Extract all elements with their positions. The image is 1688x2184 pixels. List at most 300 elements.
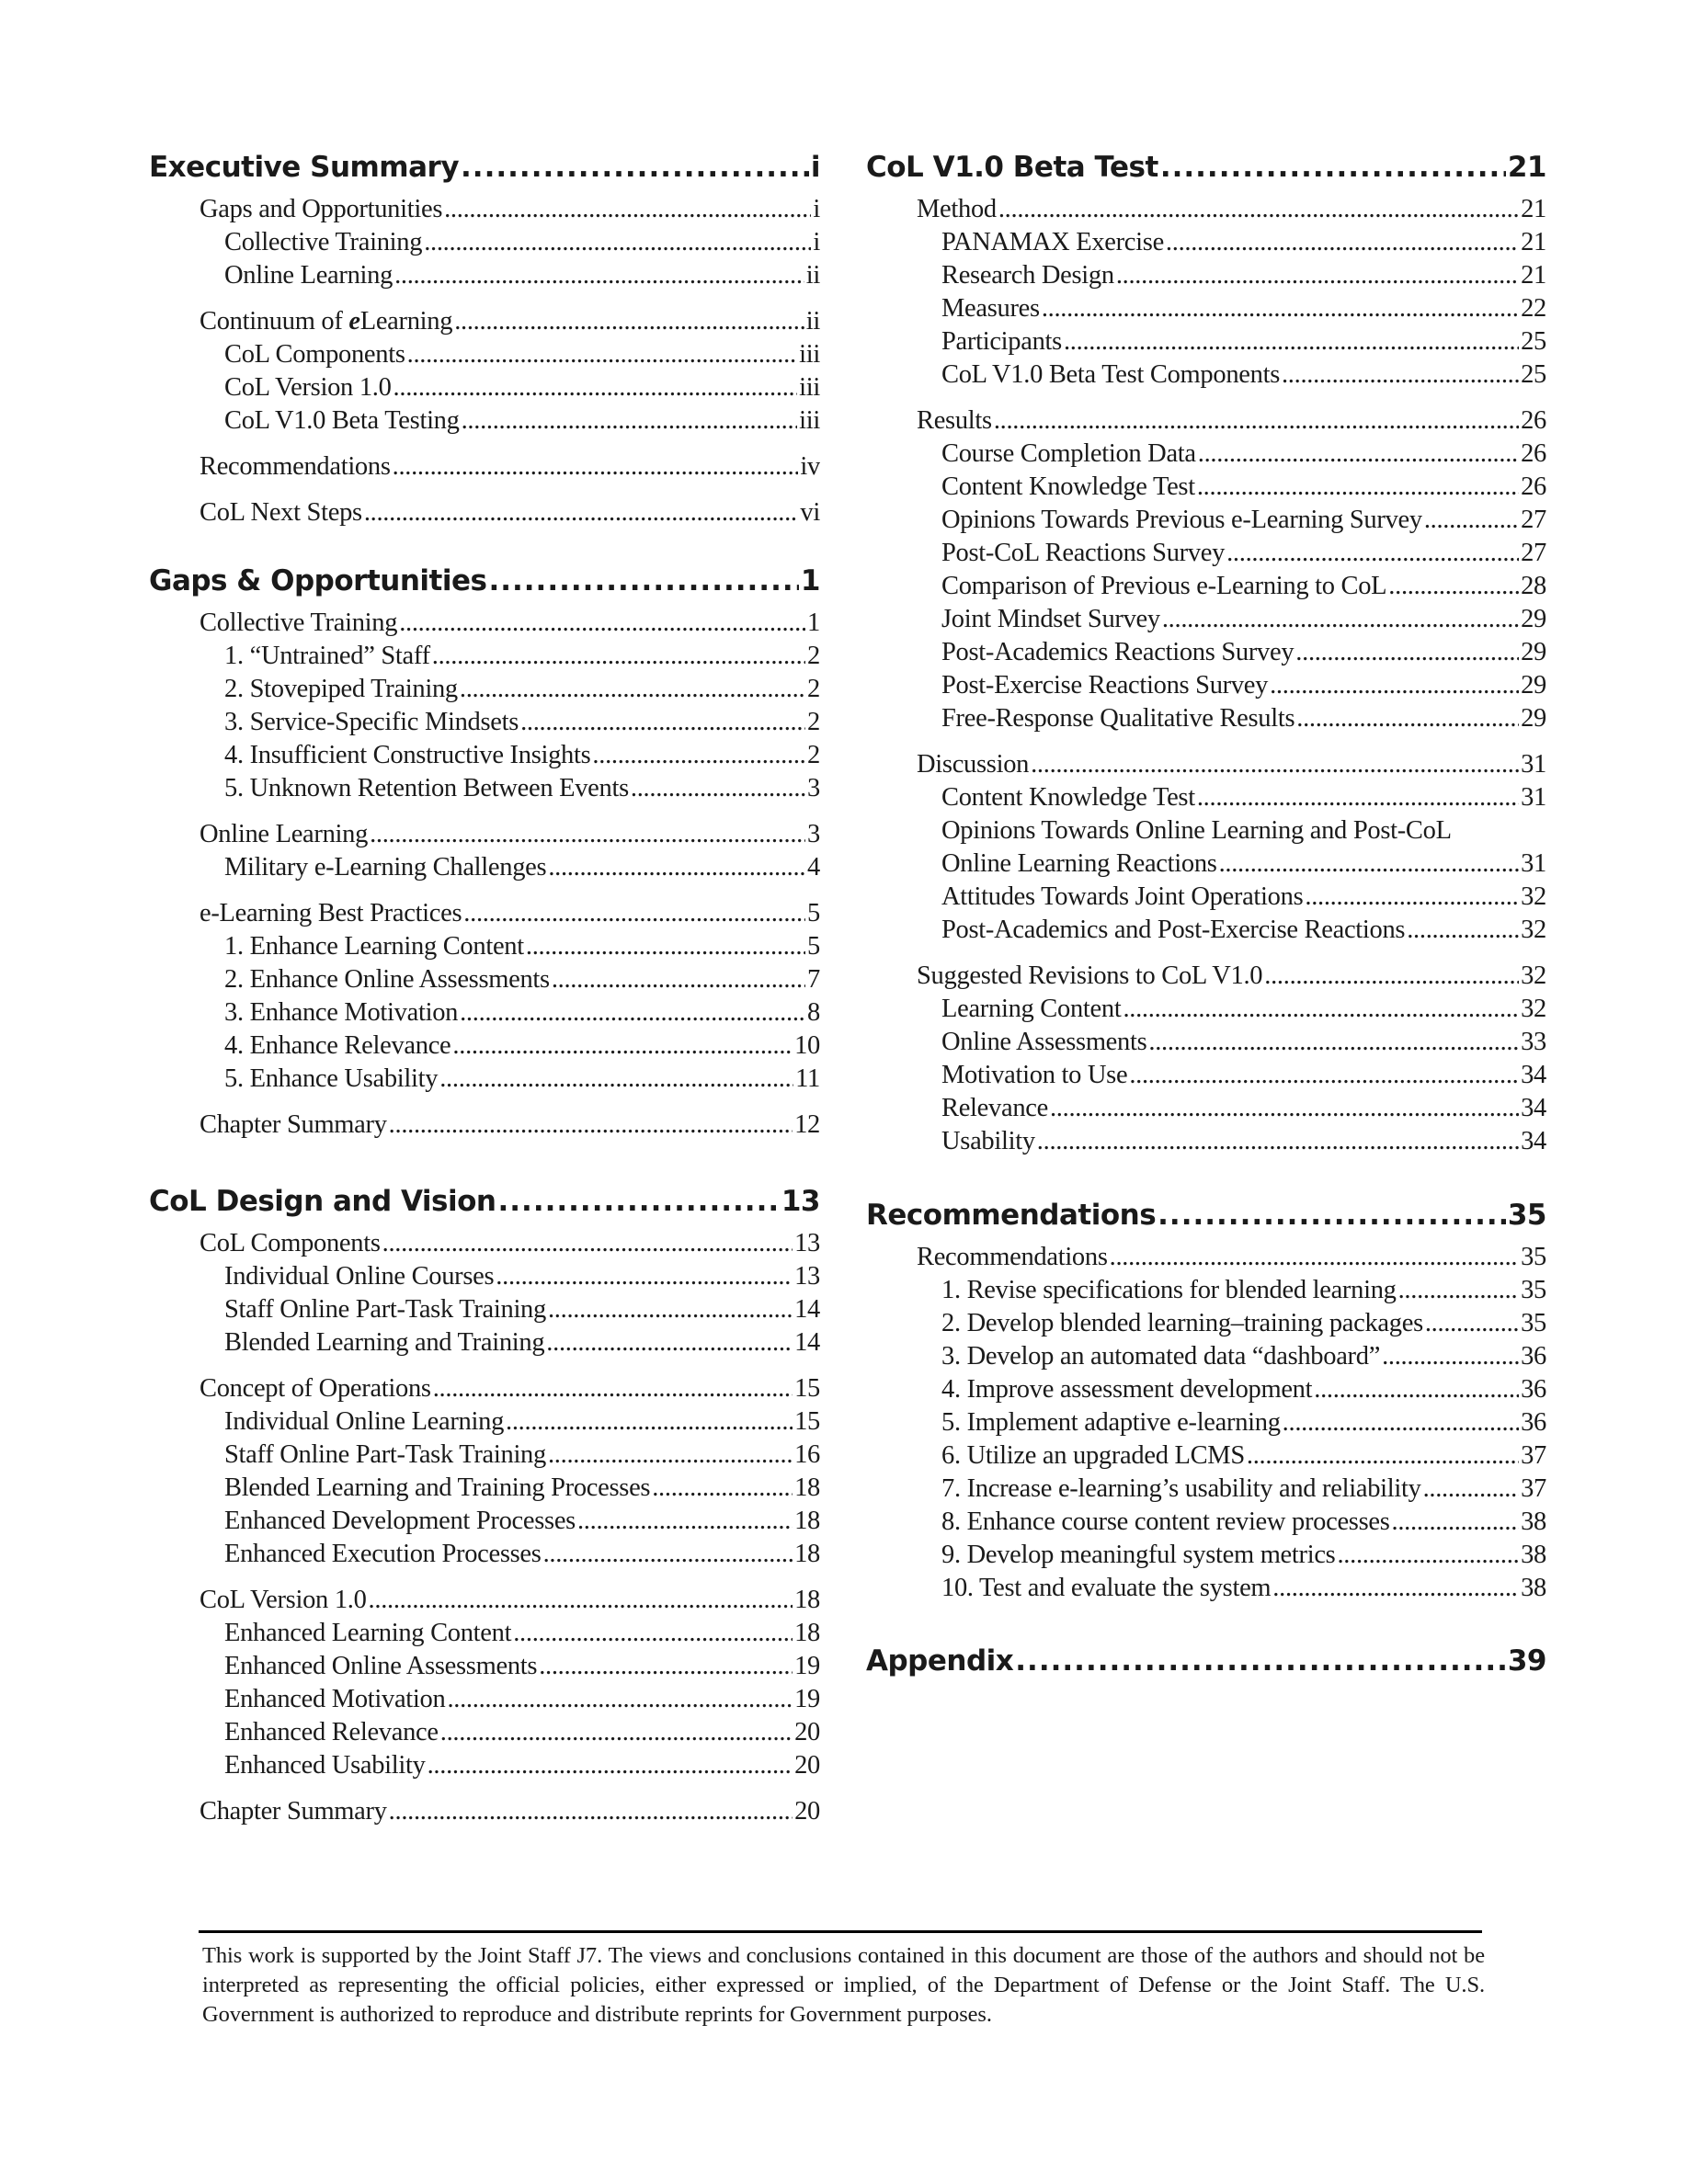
toc-entry-label: Learning Content (941, 995, 1122, 1023)
toc-entry-enhanced-learning-content[interactable] (149, 1617, 820, 1650)
dot-leader (526, 930, 805, 963)
toc-page-number: 36 (1521, 1342, 1546, 1371)
toc-entry-individual-online-courses[interactable] (149, 1260, 820, 1293)
dot-leader (440, 1716, 793, 1749)
toc-entry-recommendations[interactable] (149, 450, 820, 483)
toc-entry-measures[interactable] (866, 292, 1546, 325)
toc-page-number: 33 (1521, 1028, 1546, 1056)
toc-page-number: 32 (1521, 995, 1546, 1023)
dot-leader (497, 1181, 779, 1222)
toc-entry-label: Course Completion Data (941, 439, 1196, 468)
toc-entry-recommendations[interactable] (866, 1241, 1546, 1274)
toc-entry-blended-learning-and-training[interactable] (149, 1326, 820, 1359)
toc-page-number: 35 (1507, 1199, 1546, 1232)
toc-page-number: 4 (807, 853, 820, 882)
toc-entry-10-test-and-evaluate-the-system[interactable] (866, 1572, 1546, 1605)
toc-page-number: 29 (1521, 671, 1546, 700)
dot-leader (1197, 781, 1519, 814)
toc-entry-5-implement-adaptive-e-learning[interactable] (866, 1406, 1546, 1439)
toc-page-number: 31 (1521, 783, 1546, 812)
dot-leader (460, 996, 805, 1029)
toc-page-number: 15 (794, 1374, 820, 1403)
toc-entry-label: Individual Online Learning (224, 1407, 505, 1436)
toc-entry-label: CoL Components (224, 340, 405, 369)
dot-leader (1148, 1026, 1519, 1059)
toc-entry-label: Measures (941, 294, 1040, 323)
toc-entry-6-utilize-an-upgraded-lcms[interactable] (866, 1439, 1546, 1473)
dot-leader (1423, 1473, 1520, 1506)
toc-page-number: 34 (1521, 1127, 1546, 1155)
toc-entry-label: Online Learning (224, 261, 393, 290)
dot-leader (463, 897, 805, 930)
toc-entry-label: Blended Learning and Training (224, 1328, 545, 1357)
toc-section-heading[interactable] (866, 147, 1546, 188)
dot-leader (546, 1326, 793, 1359)
toc-page-number: 36 (1521, 1375, 1546, 1404)
dot-leader (424, 226, 811, 259)
toc-entry-label: Research Design (941, 261, 1114, 290)
toc-entry-label: Individual Online Courses (224, 1262, 495, 1291)
dot-leader (1158, 1195, 1506, 1235)
toc-page-number: 11 (795, 1064, 820, 1093)
toc-page-number: 36 (1521, 1408, 1546, 1437)
toc-page-number: 18 (794, 1473, 820, 1502)
toc-entry-motivation-to-use[interactable] (866, 1059, 1546, 1092)
toc-entry-label: 4. Enhance Relevance (224, 1031, 451, 1060)
dot-leader (454, 305, 804, 338)
dot-leader (520, 706, 805, 739)
toc-entry-enhanced-motivation[interactable] (149, 1683, 820, 1716)
toc-page-number: 29 (1521, 605, 1546, 633)
toc-page-number: 2 (807, 642, 820, 670)
toc-entry-5-enhance-usability[interactable] (149, 1063, 820, 1096)
toc-entry-2-stovepiped-training[interactable] (149, 673, 820, 706)
toc-entry-col-version-1-0[interactable] (149, 1584, 820, 1617)
toc-entry-label: Method (917, 195, 997, 223)
toc-entry-label: Chapter Summary (200, 1110, 387, 1139)
toc-page-number: 35 (1521, 1243, 1546, 1271)
toc-entry-post-exercise-reactions-survey[interactable] (866, 669, 1546, 702)
toc-page-number: 21 (1521, 195, 1546, 223)
toc-entry-1-revise-specifications-for-blended-learning[interactable] (866, 1274, 1546, 1307)
toc-entry-panamax-exercise[interactable] (866, 226, 1546, 259)
toc-entry-comparison-of-previous-e-learning-to-col[interactable] (866, 570, 1546, 603)
toc-page-number: i (810, 151, 820, 184)
toc-page-number: 2 (807, 708, 820, 736)
toc-page-number: 18 (794, 1619, 820, 1647)
toc-entry-individual-online-learning[interactable] (149, 1405, 820, 1439)
toc-page-number: 5 (807, 899, 820, 927)
toc-entry-label: Staff Online Part-Task Training (224, 1295, 546, 1324)
dot-leader (548, 1293, 793, 1326)
toc-entry-label: Online Learning Reactions (941, 849, 1217, 878)
toc-entry-enhanced-development-processes[interactable] (149, 1505, 820, 1538)
toc-entry-relevance[interactable] (866, 1092, 1546, 1125)
toc-entry-label: 4. Insufficient Constructive Insights (224, 741, 591, 769)
toc-entry-blended-learning-and-training-processes[interactable] (149, 1472, 820, 1505)
toc-entry-enhanced-online-assessments[interactable] (149, 1650, 820, 1683)
footer-disclaimer: This work is supported by the Joint Staff J7. The views and conclusions contained in this document are those of the authors and should not be interpreted as representing the official policies, either expressed or implied, of the Department of Defense or the Joint Staff. The U.S. Government is authorized to reproduce and distribute reprints for Government purposes. (202, 1943, 1485, 2027)
toc-page-number: 29 (1521, 704, 1546, 733)
toc-entry-post-academics-and-post-exercise-reactions[interactable] (866, 914, 1546, 947)
dot-leader (1064, 325, 1519, 358)
toc-entry-label: CoL Components (200, 1229, 381, 1257)
toc-entry-2-develop-blended-learning-training-packages[interactable] (866, 1307, 1546, 1340)
toc-entry-results[interactable] (866, 404, 1546, 438)
dot-leader (1424, 504, 1519, 537)
dot-leader (1264, 960, 1519, 993)
toc-page-number: ii (805, 307, 820, 336)
toc-section-heading[interactable] (866, 1195, 1546, 1235)
toc-page-number: 14 (794, 1295, 820, 1324)
toc-entry-enhanced-relevance[interactable] (149, 1716, 820, 1749)
toc-entry-label: Comparison of Previous e-Learning to CoL (941, 572, 1387, 600)
toc-entry-collective-training[interactable] (149, 226, 820, 259)
dot-leader (1295, 636, 1519, 669)
dot-leader (393, 450, 799, 483)
toc-entry-label: CoL V1.0 Beta Test Components (941, 360, 1280, 389)
toc-entry-chapter-summary[interactable] (149, 1109, 820, 1142)
toc-entry-joint-mindset-survey[interactable] (866, 603, 1546, 636)
toc-page-number: 3 (807, 774, 820, 802)
toc-page-number: 20 (794, 1751, 820, 1780)
toc-page-number: vi (800, 498, 820, 527)
dot-leader (389, 1109, 793, 1142)
toc-page-number: 22 (1521, 294, 1546, 323)
dot-leader (994, 404, 1519, 438)
dot-leader (1382, 1340, 1519, 1373)
toc-entry-content-knowledge-test[interactable] (866, 781, 1546, 814)
dot-leader (1197, 471, 1519, 504)
dot-leader (389, 1795, 793, 1828)
dot-leader (1219, 847, 1520, 881)
dot-leader (393, 371, 798, 404)
dot-leader (364, 496, 799, 529)
toc-entry-label: Enhanced Execution Processes (224, 1540, 542, 1568)
toc-entry-9-develop-meaningful-system-metrics[interactable] (866, 1539, 1546, 1572)
toc-page-number: 27 (1521, 539, 1546, 567)
toc-entry-opinions-towards-online-learning-and-post-col[interactable] (866, 814, 1546, 847)
toc-page-number: 18 (794, 1507, 820, 1535)
dot-leader (1270, 669, 1519, 702)
toc-page-number: 19 (794, 1652, 820, 1680)
toc-page-number: 14 (794, 1328, 820, 1357)
dot-leader (1166, 226, 1519, 259)
toc-entry-concept-of-operations[interactable] (149, 1372, 820, 1405)
toc-entry-label: Recommendations (866, 1199, 1157, 1232)
toc-entry-label: Opinions Towards Online Learning and Post-CoL (941, 816, 1452, 845)
toc-entry-label: Post-CoL Reactions Survey (941, 539, 1226, 567)
dot-leader (1283, 1406, 1519, 1439)
toc-entry-col-version-1-0[interactable] (149, 371, 820, 404)
toc-entry-label: Participants (941, 327, 1062, 356)
toc-page-number: 34 (1521, 1094, 1546, 1122)
toc-page-number: 13 (794, 1229, 820, 1257)
toc-entry-label: CoL Next Steps (200, 498, 362, 527)
toc-page-number: 32 (1521, 882, 1546, 911)
toc-entry-col-next-steps[interactable] (149, 496, 820, 529)
toc-page-number: 18 (794, 1540, 820, 1568)
toc-page-number: 31 (1521, 849, 1546, 878)
toc-entry-label: Motivation to Use (941, 1061, 1128, 1089)
toc-page-number: 21 (1521, 261, 1546, 290)
toc-entry-attitudes-towards-joint-operations[interactable] (866, 881, 1546, 914)
toc-entry-post-academics-reactions-survey[interactable] (866, 636, 1546, 669)
toc-entry-label: Content Knowledge Test (941, 472, 1195, 501)
toc-entry-label: Gaps & Opportunities (149, 564, 487, 597)
dot-leader (1198, 438, 1519, 471)
toc-section-heading[interactable] (866, 1641, 1546, 1681)
toc-entry-label: CoL V1.0 Beta Testing (224, 406, 460, 435)
dot-leader (399, 607, 805, 640)
dot-leader (1282, 358, 1519, 392)
toc-page-number: 8 (807, 998, 820, 1027)
toc-entry-label: 3. Service-Specific Mindsets (224, 708, 519, 736)
toc-entry-label: 2. Develop blended learning–training packages (941, 1309, 1423, 1337)
toc-section-heading[interactable] (149, 561, 820, 601)
toc-entry-suggested-revisions-to-col-v1-0[interactable] (866, 960, 1546, 993)
toc-entry-3-service-specific-mindsets[interactable] (149, 706, 820, 739)
toc-entry-label: Online Learning (200, 820, 369, 848)
toc-section-gaps-opportunities (149, 561, 820, 1142)
dot-leader (506, 1405, 793, 1439)
dot-leader (439, 1063, 793, 1096)
dot-leader (460, 673, 805, 706)
dot-leader (998, 193, 1519, 226)
dot-leader (462, 404, 798, 438)
toc-section-recommendations (866, 1195, 1546, 1605)
dot-leader (1392, 1506, 1520, 1539)
dot-leader (432, 640, 805, 673)
toc-page-number: 38 (1521, 1574, 1546, 1602)
toc-section-heading[interactable] (149, 1181, 820, 1222)
toc-entry-label: Post-Exercise Reactions Survey (941, 671, 1269, 700)
toc-page-number: 15 (794, 1407, 820, 1436)
toc-entry-4-insufficient-constructive-insights[interactable] (149, 739, 820, 772)
toc-entry-online-learning-reactions[interactable] (866, 847, 1546, 881)
toc-entry-label: Discussion (917, 750, 1030, 779)
toc-entry-label: Joint Mindset Survey (941, 605, 1160, 633)
toc-entry-opinions-towards-previous-e-learning-survey[interactable] (866, 504, 1546, 537)
toc-entry-label: Free-Response Qualitative Results (941, 704, 1295, 733)
toc-page-number: 13 (781, 1185, 820, 1218)
toc-entry-online-assessments[interactable] (866, 1026, 1546, 1059)
toc-entry-label: Content Knowledge Test (941, 783, 1195, 812)
dot-leader (1398, 1274, 1520, 1307)
toc-entry-col-components[interactable] (149, 1227, 820, 1260)
toc-page-number: 10 (794, 1031, 820, 1060)
toc-entry-gaps-and-opportunities[interactable] (149, 193, 820, 226)
toc-entry-label: 8. Enhance course content review processes (941, 1507, 1390, 1536)
toc-entry-4-improve-assessment-development[interactable] (866, 1373, 1546, 1406)
toc-entry-label: Collective Training (224, 228, 423, 256)
dot-leader (496, 1260, 793, 1293)
toc-section-col-v1-0-beta-test (866, 147, 1546, 1158)
toc-entry-collective-training[interactable] (149, 607, 820, 640)
dot-leader (1247, 1439, 1519, 1473)
toc-page-number: 35 (1521, 1276, 1546, 1304)
toc-page-number: 2 (807, 675, 820, 703)
toc-entry-label: e-Learning Best Practices (200, 899, 462, 927)
toc-entry-label: PANAMAX Exercise (941, 228, 1164, 256)
toc-entry-label: Enhanced Usability (224, 1751, 426, 1780)
toc-entry-8-enhance-course-content-review-processes[interactable] (866, 1506, 1546, 1539)
toc-page-number: 19 (794, 1685, 820, 1713)
toc-entry-content-knowledge-test[interactable] (866, 471, 1546, 504)
dot-leader (1123, 993, 1519, 1026)
toc-entry-label: Collective Training (200, 609, 398, 637)
toc-entry-chapter-summary[interactable] (149, 1795, 820, 1828)
toc-page-number: 32 (1521, 961, 1546, 990)
toc-page-number: 2 (807, 741, 820, 769)
toc-section-heading[interactable] (149, 147, 820, 188)
toc-entry-label: 5. Enhance Usability (224, 1064, 439, 1093)
dot-leader (1110, 1241, 1519, 1274)
toc-page-number: 29 (1521, 638, 1546, 666)
toc-page-number: 27 (1521, 506, 1546, 534)
toc-entry-label: 9. Develop meaningful system metrics (941, 1541, 1336, 1569)
toc-entry-label: Concept of Operations (200, 1374, 431, 1403)
toc-entry-staff-online-part-task-training[interactable] (149, 1439, 820, 1472)
toc-entry-label: 3. Develop an automated data “dashboard” (941, 1342, 1381, 1371)
dot-leader (1037, 1125, 1519, 1158)
dot-leader (1226, 537, 1519, 570)
toc-entry-course-completion-data[interactable] (866, 438, 1546, 471)
toc-entry-label: Enhanced Development Processes (224, 1507, 576, 1535)
toc-entry-label: 5. Unknown Retention Between Events (224, 774, 629, 802)
toc-entry-label: Enhanced Motivation (224, 1685, 446, 1713)
toc-page-number: 18 (794, 1586, 820, 1614)
toc-page-number: 21 (1507, 151, 1546, 184)
toc-entry-label: 1. Revise specifications for blended learning (941, 1276, 1397, 1304)
toc-entry-1-untrained-staff[interactable] (149, 640, 820, 673)
toc-entry-label: 1. “Untrained” Staff (224, 642, 430, 670)
toc-entry-1-enhance-learning-content[interactable] (149, 930, 820, 963)
toc-entry-label: CoL V1.0 Beta Test (866, 151, 1158, 184)
toc-entry-2-enhance-online-assessments[interactable] (149, 963, 820, 996)
toc-entry-label: Chapter Summary (200, 1797, 387, 1826)
toc-entry-label: Blended Learning and Training Processes (224, 1473, 651, 1502)
toc-entry-4-enhance-relevance[interactable] (149, 1029, 820, 1063)
toc-entry-label: Executive Summary (149, 151, 460, 184)
dot-leader (452, 1029, 793, 1063)
toc-entry-staff-online-part-task-training[interactable] (149, 1293, 820, 1326)
toc-entry-label: Online Assessments (941, 1028, 1147, 1056)
toc-page-number: 1 (800, 564, 820, 597)
toc-entry-label: 1. Enhance Learning Content (224, 932, 524, 961)
toc-entry-col-components[interactable] (149, 338, 820, 371)
dot-leader (1129, 1059, 1519, 1092)
dot-leader (1272, 1572, 1519, 1605)
toc-page-number: 20 (794, 1718, 820, 1746)
dot-leader (631, 772, 805, 805)
toc-page-number: 7 (807, 965, 820, 994)
dot-leader (382, 1227, 793, 1260)
toc-entry-post-col-reactions-survey[interactable] (866, 537, 1546, 570)
dot-leader (407, 338, 798, 371)
toc-entry-label: Opinions Towards Previous e-Learning Survey (941, 506, 1422, 534)
toc-entry-usability[interactable] (866, 1125, 1546, 1158)
toc-entry-3-enhance-motivation[interactable] (149, 996, 820, 1029)
toc-page-number: 16 (794, 1440, 820, 1469)
toc-page-number: 34 (1521, 1061, 1546, 1089)
toc-entry-label: CoL Version 1.0 (224, 373, 392, 402)
toc-entry-7-increase-e-learning-s-usability-and-reliability[interactable] (866, 1473, 1546, 1506)
toc-entry-label: Recommendations (200, 452, 391, 481)
toc-entry-method[interactable] (866, 193, 1546, 226)
toc-section-executive-summary (149, 147, 820, 529)
dot-leader (428, 1749, 793, 1782)
toc-page-number: 37 (1521, 1441, 1546, 1470)
toc-entry-learning-content[interactable] (866, 993, 1546, 1026)
toc-entry-label: Post-Academics and Post-Exercise Reactions (941, 916, 1406, 944)
dot-leader (394, 259, 804, 292)
toc-page-number: 3 (807, 820, 820, 848)
dot-leader (1015, 1641, 1506, 1681)
dot-leader (552, 963, 805, 996)
toc-entry-3-develop-an-automated-data-dashboard[interactable] (866, 1340, 1546, 1373)
dot-leader (1162, 603, 1519, 636)
toc-entry-5-unknown-retention-between-events[interactable] (149, 772, 820, 805)
dot-leader (539, 1650, 793, 1683)
dot-leader (1305, 881, 1519, 914)
toc-entry-military-e-learning-challenges[interactable] (149, 851, 820, 884)
dot-leader (1116, 259, 1519, 292)
toc-entry-enhanced-execution-processes[interactable] (149, 1538, 820, 1571)
toc-entry-label: Attitudes Towards Joint Operations (941, 882, 1304, 911)
toc-section-appendix (866, 1641, 1546, 1681)
toc-page-number: 26 (1521, 439, 1546, 468)
toc-entry-e-learning-best-practices[interactable] (149, 897, 820, 930)
toc-page-number: 21 (1521, 228, 1546, 256)
toc-entry-label: 2. Stovepiped Training (224, 675, 458, 703)
toc-section-col-design-and-vision (149, 1181, 820, 1828)
toc-page-number: 26 (1521, 472, 1546, 501)
toc-entry-label: CoL Design and Vision (149, 1185, 496, 1218)
toc-page-number: 25 (1521, 360, 1546, 389)
toc-entry-label: Continuum of eLearning (200, 307, 453, 336)
toc-entry-label: 3. Enhance Motivation (224, 998, 459, 1027)
dot-leader (1031, 748, 1519, 781)
dot-leader (444, 193, 811, 226)
toc-entry-label: 10. Test and evaluate the system (941, 1574, 1272, 1602)
dot-leader (488, 561, 798, 601)
toc-page-number: 13 (794, 1262, 820, 1291)
dot-leader (1425, 1307, 1519, 1340)
toc-entry-participants[interactable] (866, 325, 1546, 358)
toc-entry-research-design[interactable] (866, 259, 1546, 292)
dot-leader (1388, 570, 1519, 603)
toc-entry-free-response-qualitative-results[interactable] (866, 702, 1546, 735)
toc-entry-label: Enhanced Learning Content (224, 1619, 512, 1647)
toc-entry-discussion[interactable] (866, 748, 1546, 781)
toc-page-number: 38 (1521, 1541, 1546, 1569)
toc-entry-label: 5. Implement adaptive e-learning (941, 1408, 1281, 1437)
toc-entry-online-learning[interactable] (149, 818, 820, 851)
toc-entry-col-v1-0-beta-testing[interactable] (149, 404, 820, 438)
toc-page-number: iv (800, 452, 820, 481)
toc-entry-label: Recommendations (917, 1243, 1108, 1271)
toc-entry-continuum-of-elearning[interactable] (149, 305, 820, 338)
toc-entry-col-v1-0-beta-test-components[interactable] (866, 358, 1546, 392)
dot-leader (1296, 702, 1519, 735)
toc-entry-label: Post-Academics Reactions Survey (941, 638, 1295, 666)
toc-entry-online-learning[interactable] (149, 259, 820, 292)
toc-entry-enhanced-usability[interactable] (149, 1749, 820, 1782)
toc-page-number: iii (799, 406, 820, 435)
dot-leader (447, 1683, 793, 1716)
toc-page-number: 26 (1521, 406, 1546, 435)
